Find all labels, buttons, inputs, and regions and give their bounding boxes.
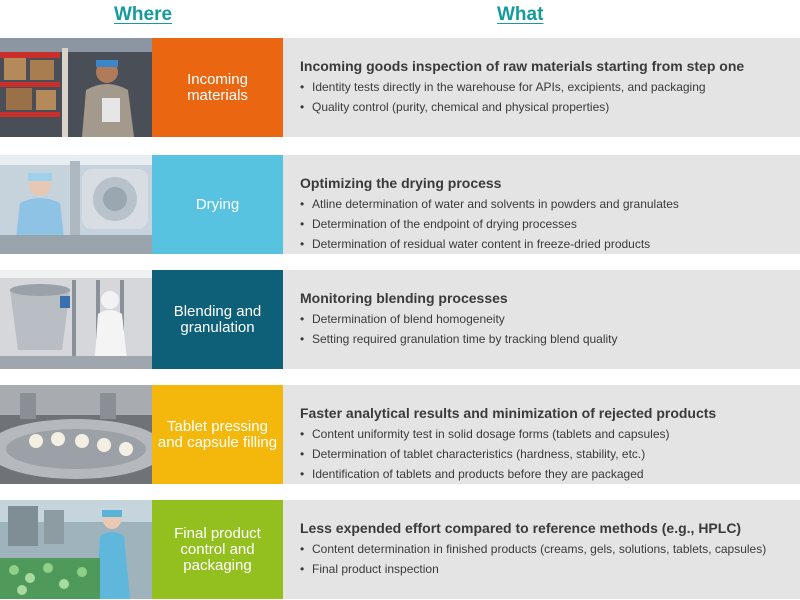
process-row-drying xyxy=(0,155,800,254)
category-label-blending-granulation: Blending and granulation xyxy=(152,270,283,369)
detail-title: Faster analytical results and minimization of rejected products xyxy=(300,405,717,421)
process-row-tablet-pressing xyxy=(0,385,800,484)
what-header: What xyxy=(497,4,544,25)
blending-equipment-photo xyxy=(0,270,152,369)
category-label-incoming-materials: Incoming materials xyxy=(152,38,283,137)
process-row-final-product xyxy=(0,500,800,599)
bullet-item: • Atline determination of water and solvents in powders and granulates xyxy=(300,197,679,211)
bullet-item: • Identification of tablets and products before they are packaged xyxy=(300,467,644,481)
bullet-item: • Determination of the endpoint of drying processes xyxy=(300,217,577,231)
where-header: Where xyxy=(114,4,173,25)
detail-panel-final-product xyxy=(283,500,800,599)
bullet-item: • Final product inspection xyxy=(300,562,439,576)
detail-title: Optimizing the drying process xyxy=(300,175,502,191)
bullet-item: • Setting required granulation time by tracking blend quality xyxy=(300,332,618,346)
detail-title: Monitoring blending processes xyxy=(300,290,508,306)
detail-panel-tablet-pressing xyxy=(283,385,800,484)
drying-lab-photo xyxy=(0,155,152,254)
category-label-final-product: Final product control and packaging xyxy=(152,500,283,599)
bullet-item: • Determination of residual water content in freeze-dried products xyxy=(300,237,651,251)
process-row-blending-granulation xyxy=(0,270,800,369)
detail-panel-incoming-materials xyxy=(283,38,800,137)
category-label-tablet-pressing: Tablet pressing and capsule filling xyxy=(152,385,283,484)
category-label-drying: Drying xyxy=(152,155,283,254)
bullet-item: • Content determination in finished products (creams, gels, solutions, tablets, capsules) xyxy=(300,542,767,556)
detail-panel-blending-granulation xyxy=(283,270,800,369)
detail-panel-drying xyxy=(283,155,800,254)
bullet-item: • Determination of blend homogeneity xyxy=(300,312,505,326)
detail-title: Less expended effort compared to reference methods (e.g., HPLC) xyxy=(300,520,742,536)
detail-title: Incoming goods inspection of raw materials starting from step one xyxy=(300,58,745,74)
bullet-item: • Identity tests directly in the warehouse for APIs, excipients, and packaging xyxy=(300,80,706,94)
process-row-incoming-materials xyxy=(0,38,800,137)
bullet-item: • Determination of tablet characteristics (hardness, stability, etc.) xyxy=(300,447,646,461)
tablet-press-photo xyxy=(0,385,152,484)
packaging-line-photo xyxy=(0,500,152,599)
bullet-item: • Quality control (purity, chemical and physical properties) xyxy=(300,100,610,114)
bullet-item: • Content uniformity test in solid dosage forms (tablets and capsules) xyxy=(300,427,670,441)
warehouse-worker-photo xyxy=(0,38,152,137)
